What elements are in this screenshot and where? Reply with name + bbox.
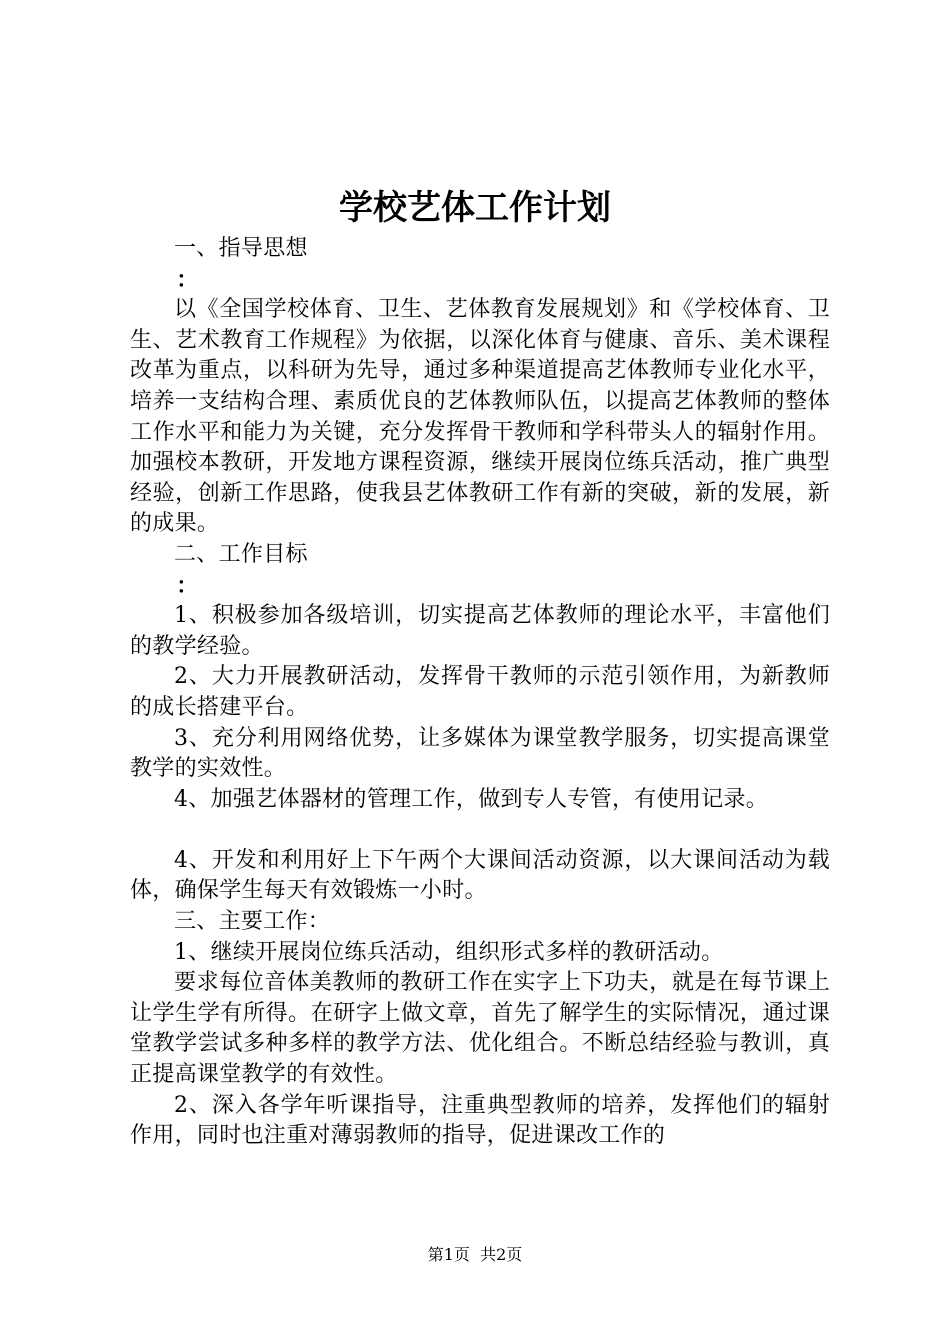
goal-item-4: 4、加强艺体器材的管理工作，做到专人专管，有使用记录。 (174, 786, 769, 812)
paragraph-work-item-1: 要求每位音体美教师的教研工作在实字上下功夫，就是在每节课上让学生学有所得。在研字上做文章，首先了解学生的实际情况，通过课堂教学尝试多种多样的教学方法、优化组合。不断总结经验与教训，真正提高课堂教学的有效性。 (130, 970, 830, 1088)
page-number: 第1页 (427, 1245, 470, 1264)
page-total: 共2页 (480, 1245, 523, 1264)
goal-item-3: 3、充分利用网络优势，让多媒体为课堂教学服务，切实提高课堂教学的实效性。 (130, 725, 830, 782)
colon-line: ： (176, 266, 199, 293)
document-title: 学校艺体工作计划 (339, 188, 611, 228)
heading-guiding-thought: 一、指导思想 (174, 236, 308, 261)
goal-item-2: 2、大力开展教研活动，发挥骨干教师的示范引领作用，为新教师的成长搭建平台。 (130, 664, 830, 720)
paragraph-guiding-thought: 以《全国学校体育、卫生、艺体教育发展规划》和《学校体育、卫生、艺术教育工作规程》为依据，以深化体育与健康、音乐、美术课程改革为重点，以科研为先导，通过多种渠道提高艺体教师专业化水平，培养一支结构合理、素质优良的艺体教师队伍，以提高艺体教师的整体工作水平和能力为关键，充分发挥骨干教师和学科带头人的辐射作用。加强校本教研，开发地方课程资源，继续开展岗位练兵活动，推广典型经验，创新工作思路，使我县艺体教研工作有新的突破，新的发展，新的成果。 (130, 297, 830, 537)
colon-line: ： (176, 572, 199, 599)
heading-work-goals: 二、工作目标 (174, 541, 308, 567)
goal-item-4b: 4、开发和利用好上下午两个大课间活动资源，以大课间活动为载体，确保学生每天有效锻炼一小时。 (130, 847, 830, 904)
page-footer (0, 1244, 950, 1266)
document-body (130, 234, 830, 1152)
work-item-1: 1、继续开展岗位练兵活动，组织形式多样的教研活动。 (174, 939, 724, 965)
blank-line (130, 815, 830, 846)
goal-item-1: 1、积极参加各级培训，切实提高艺体教师的理论水平，丰富他们的教学经验。 (130, 603, 830, 659)
work-item-2: 2、深入各学年听课指导，注重典型教师的培养，发挥他们的辐射作用，同时也注重对薄弱教师的指导，促进课改工作的 (130, 1092, 830, 1149)
heading-main-work: 三、主要工作： (174, 909, 331, 935)
